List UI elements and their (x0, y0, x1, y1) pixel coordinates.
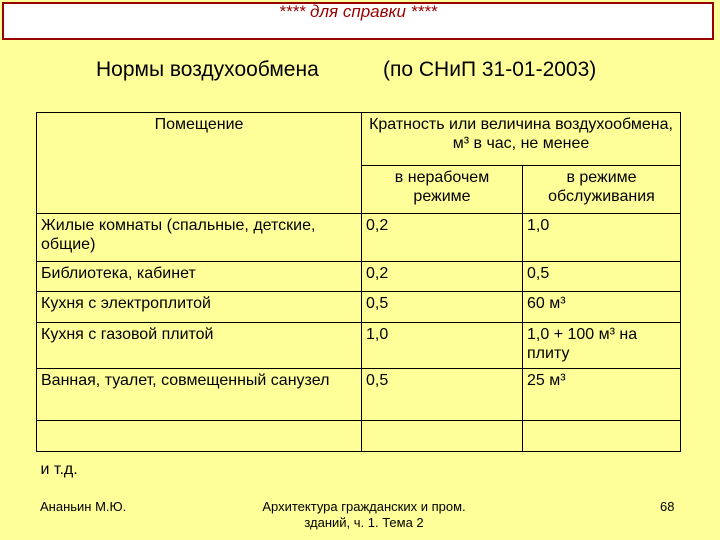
idle-cell: 0,5 (362, 292, 523, 323)
idle-cell: 0,5 (362, 369, 523, 421)
header-service: в режиме обслуживания (523, 166, 681, 214)
service-cell: 1,0 (523, 214, 681, 262)
idle-cell: 0,2 (362, 262, 523, 292)
service-cell: 1,0 + 100 м³ на плиту (523, 323, 681, 369)
service-cell (523, 421, 681, 452)
standard-reference: (по СНиП 31-01-2003) (383, 58, 597, 81)
header-idle: в нерабочем режиме (362, 166, 523, 214)
table-row (37, 452, 681, 484)
idle-cell (362, 452, 523, 484)
idle-cell (362, 421, 523, 452)
idle-cell: 0,2 (362, 214, 523, 262)
service-cell: 0,5 (523, 262, 681, 292)
table-row (37, 369, 681, 421)
header-rate: Кратность или величина воздухообмена, м³ в час, не менее (362, 113, 681, 166)
room-cell: Жилые комнаты (спальные, детские, общие) (37, 214, 362, 262)
room-cell: и т.д. (40, 461, 78, 478)
idle-cell: 1,0 (362, 323, 523, 369)
air-exchange-table (36, 112, 681, 484)
footer-course: Архитектура гражданских и пром. зданий, ч. 1. Тема 2 (262, 499, 466, 530)
room-cell: Библиотека, кабинет (37, 262, 362, 292)
page-number: 68 (660, 499, 675, 514)
room-cell (37, 421, 362, 452)
page-title: Нормы воздухообмена (96, 58, 319, 81)
service-cell: 25 м³ (523, 369, 681, 421)
room-cell: Кухня с газовой плитой (37, 323, 362, 369)
service-cell (523, 452, 681, 484)
table-row (37, 323, 681, 369)
table-row (37, 421, 681, 452)
room-cell: Кухня с электроплитой (37, 292, 362, 323)
table-row (37, 292, 681, 323)
table-row (37, 262, 681, 292)
banner-text: **** для справки **** (278, 2, 438, 21)
reference-banner (2, 2, 714, 40)
service-cell: 60 м³ (523, 292, 681, 323)
header-room: Помещение (37, 113, 362, 214)
footer-author: Ананьин М.Ю. (40, 499, 127, 514)
room-cell: Ванная, туалет, совмещенный санузел (37, 369, 362, 421)
table-row (37, 214, 681, 262)
